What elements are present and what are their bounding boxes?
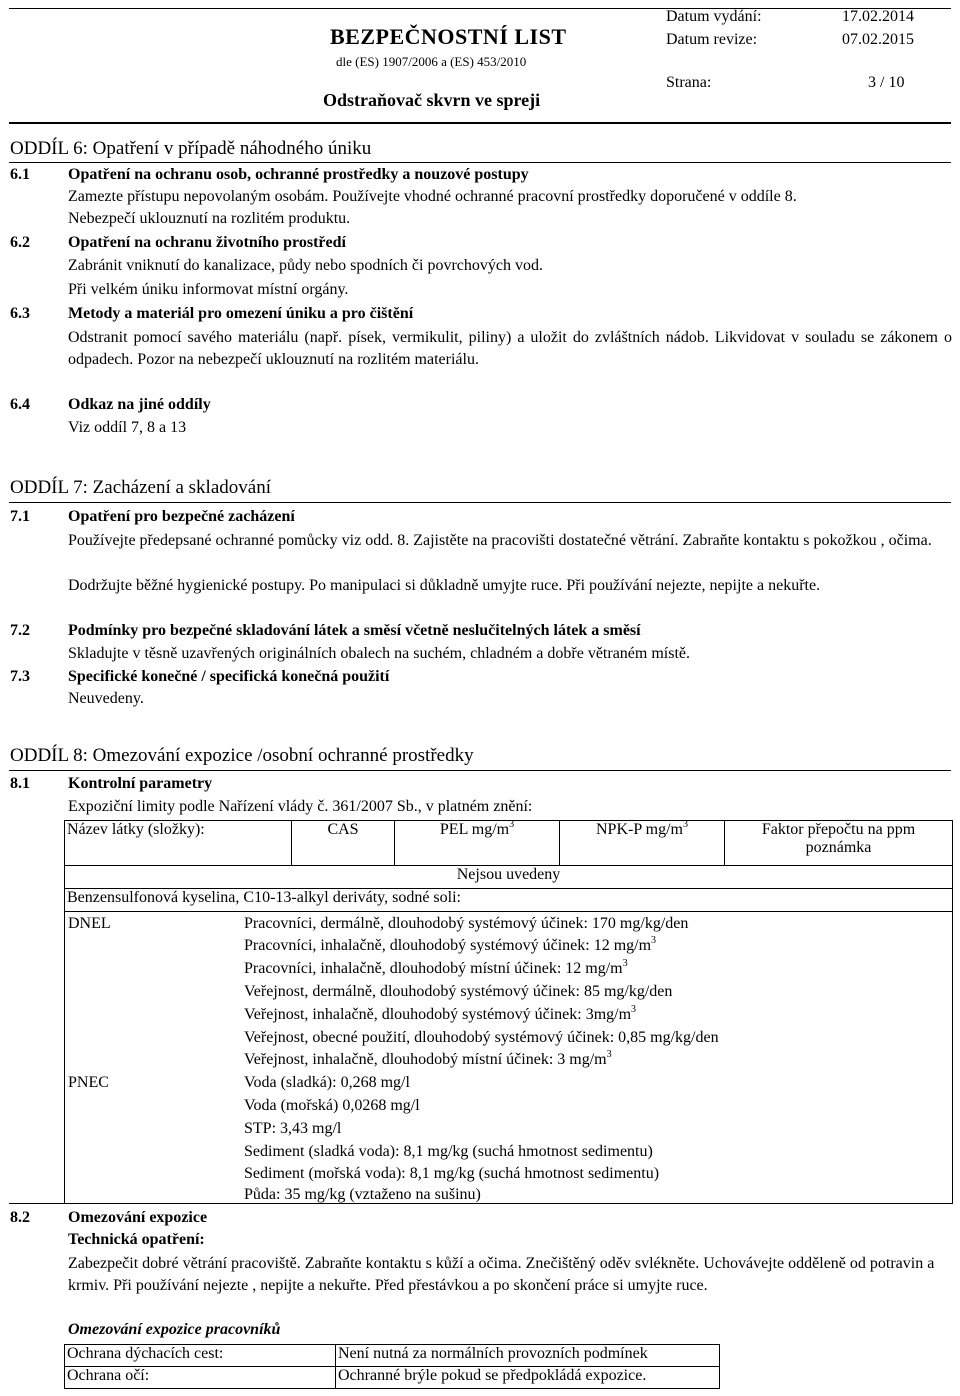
subsection-6-4-title: Odkaz na jiné oddíly: [68, 396, 211, 413]
ppe-table: [64, 1344, 720, 1389]
subsection-6-2-title: Opatření na ochranu životního prostředí: [68, 234, 346, 251]
dnel-item: Veřejnost, dermálně, dlouhodobý systémový účinek: 85 mg/kg/den: [244, 983, 673, 1000]
dnel-label: DNEL: [68, 915, 111, 932]
dnel-bottom-rule: [9, 1203, 953, 1204]
dnel-top-rule: [64, 911, 953, 912]
page-number: 3 / 10: [868, 74, 905, 91]
ppe-label: Ochrana dýchacích cest:: [65, 1345, 336, 1367]
subsection-6-2-text-2: Při velkém úniku informovat místní orgány.: [68, 281, 349, 298]
exposure-limits-table: [64, 820, 953, 912]
subsection-6-2-text-1: Zabránit vniknutí do kanalizace, půdy nebo spodních či povrchových vod.: [68, 257, 543, 274]
subsection-6-4-text: Viz oddíl 7, 8 a 13: [68, 419, 187, 436]
section-7-rule: [9, 502, 951, 503]
table-row: [65, 1367, 720, 1389]
table-row: [65, 889, 953, 912]
technical-measures-text: Zabezpečit dobré větrání pracoviště. Zabraňte kontaktu s kůží a očima. Znečištěný oděv svlékněte. Uchovávejte odděleně od potravin a krmiv. Při používání nejezte , nepijte a nekuřte. Před přestávkou a po skončení práce si umyjte ruce.: [68, 1255, 935, 1294]
issue-date-label: Datum vydání:: [666, 8, 762, 25]
section-7-title: ODDÍL 7: Zacházení a skladování: [10, 477, 271, 498]
substance-cell: Benzensulfonová kyselina, C10-13-alkyl deriváty, sodné soli:: [65, 889, 953, 912]
subsection-6-4-number: 6.4: [10, 396, 30, 413]
subsection-7-1-title: Opatření pro bezpečné zacházení: [68, 508, 295, 525]
issue-date: 17.02.2014: [842, 8, 914, 25]
subsection-8-1-number: 8.1: [10, 775, 30, 792]
dnel-left-border: [64, 911, 65, 1203]
subsection-6-3-title: Metody a materiál pro omezení úniku a pro čištění: [68, 305, 414, 322]
header-top-rule: [9, 8, 951, 9]
col-header-factor: Faktor přepočtu na ppm poznámka: [725, 821, 953, 866]
subsection-8-2-number: 8.2: [10, 1209, 30, 1226]
subsection-7-2-title: Podmínky pro bezpečné skladování látek a směsí včetně neslučitelných látek a směsí: [68, 622, 641, 639]
subsection-6-1-text-2: Nebezpečí uklouznutí na rozlitém produktu.: [68, 210, 351, 227]
subsection-6-1-text-1: Zamezte přístupu nepovolaným osobám. Používejte vhodné ochranné pracovní prostředky doporučené v oddíle 8.: [68, 188, 797, 205]
technical-measures-label: Technická opatření:: [68, 1231, 205, 1248]
section-8-rule: [9, 770, 951, 771]
pnec-label: PNEC: [68, 1074, 109, 1091]
dnel-item: Pracovníci, inhalačně, dlouhodobý systémový účinek: 12 $mg/m^3$: [244, 935, 657, 954]
pnec-item: Půda: 35 mg/kg (vztaženo na sušinu): [244, 1186, 481, 1203]
section-6-rule: [9, 162, 951, 163]
pnec-item: Voda (mořská) 0,0268 mg/l: [244, 1097, 420, 1114]
worker-exposure-label: Omezování expozice pracovníků: [68, 1321, 281, 1338]
subsection-7-3-title: Specifické konečné / specifická konečná použití: [68, 668, 390, 685]
dnel-item: Veřejnost, obecné použití, dlouhodobý systémový účinek: 0,85 mg/kg/den: [244, 1029, 719, 1046]
subsection-6-2-number: 6.2: [10, 234, 30, 251]
subsection-7-2-text: Skladujte v těsně uzavřených originálních obalech na suchém, chladném a dobře větraném místě.: [68, 645, 690, 662]
dnel-right-border: [952, 911, 953, 1203]
col-header-pel: PEL $mg/m^3$: [395, 821, 560, 866]
product-name: Odstraňovač skvrn ve spreji: [323, 90, 541, 110]
section-6-title: ODDÍL 6: Opatření v případě náhodného úniku: [10, 138, 372, 159]
subsection-7-3-number: 7.3: [10, 668, 30, 685]
subsection-7-1-text-2: Dodržujte běžné hygienické postupy. Po manipulaci si důkladně umyjte ruce. Při používání nejezte, nepijte a nekuřte.: [68, 577, 821, 594]
subsection-7-3-text: Neuvedeny.: [68, 690, 144, 707]
header-bottom-rule: [9, 122, 951, 124]
subsection-8-1-title: Kontrolní parametry: [68, 775, 213, 792]
revision-date-label: Datum revize:: [666, 31, 758, 48]
dnel-item: Veřejnost, inhalačně, dlouhodobý systémový účinek: $3mg/m^3$: [244, 1004, 637, 1023]
pnec-item: STP: 3,43 mg/l: [244, 1120, 342, 1137]
dnel-item: Pracovníci, dermálně, dlouhodobý systémový účinek: 170 mg/kg/den: [244, 915, 689, 932]
ppe-value: Není nutná za normálních provozních podmínek: [336, 1345, 720, 1367]
revision-date: 07.02.2015: [842, 31, 914, 48]
regulation-reference: dle (ES) 1907/2006 a (ES) 453/2010: [336, 54, 527, 69]
superscript: 3: [509, 819, 515, 830]
subsection-8-2-title: Omezování expozice: [68, 1209, 208, 1226]
pnec-item: Sediment (sladká voda): 8,1 mg/kg (suchá hmotnost sedimentu): [244, 1143, 653, 1160]
table-row: [65, 866, 953, 889]
not-listed-cell: Nejsou uvedeny: [65, 866, 953, 889]
subsection-7-1-text-1: Používejte předepsané ochranné pomůcky viz odd. 8. Zajistěte na pracovišti dostatečné větrání. Zabraňte kontaktu s pokožkou , očima.: [68, 532, 932, 549]
subsection-6-1-number: 6.1: [10, 166, 30, 183]
pnec-item: Sediment (mořská voda): 8,1 mg/kg (suchá hmotnost sedimentu): [244, 1165, 660, 1182]
dnel-item: Pracovníci, inhalačně, dlouhodobý místní účinek: 12 $mg/m^3$: [244, 958, 628, 977]
subsection-6-3-number: 6.3: [10, 305, 30, 322]
subsection-7-1-number: 7.1: [10, 508, 30, 525]
subsection-6-3-text: Odstranit pomocí savého materiálu (např. písek, vermikulit, piliny) a uložit do zvláštních nádob. Likvidovat v souladu se zákonem o odpadech. Pozor na nebezpečí uklouznutí na rozlitém materiálu.: [68, 329, 952, 368]
section-8-title: ODDÍL 8: Omezování expozice /osobní ochranné prostředky: [10, 745, 474, 766]
subsection-6-1-title: Opatření na ochranu osob, ochranné prostředky a nouzové postupy: [68, 166, 529, 183]
subsection-7-2-number: 7.2: [10, 622, 30, 639]
dnel-item: Veřejnost, inhalačně, dlouhodobý místní účinek: 3 $mg/m^3$: [244, 1049, 612, 1068]
table-header-row: [65, 821, 953, 866]
col-header-cas: CAS: [292, 821, 395, 866]
exposure-limits-intro: Expoziční limity podle Nařízení vlády č. 361/2007 Sb., v platném znění:: [68, 798, 533, 815]
page-label: Strana:: [666, 74, 712, 91]
table-row: [65, 1345, 720, 1367]
col-header-substance: Název látky (složky):: [65, 821, 292, 866]
superscript: 3: [682, 819, 688, 830]
document-title: BEZPEČNOSTNÍ LIST: [330, 24, 567, 49]
pnec-item: Voda (sladká): 0,268 mg/l: [244, 1074, 410, 1091]
col-header-npk: NPK-P $mg/m^3$: [560, 821, 725, 866]
ppe-value: Ochranné brýle pokud se předpokládá expozice.: [336, 1367, 720, 1389]
ppe-label: Ochrana očí:: [65, 1367, 336, 1389]
